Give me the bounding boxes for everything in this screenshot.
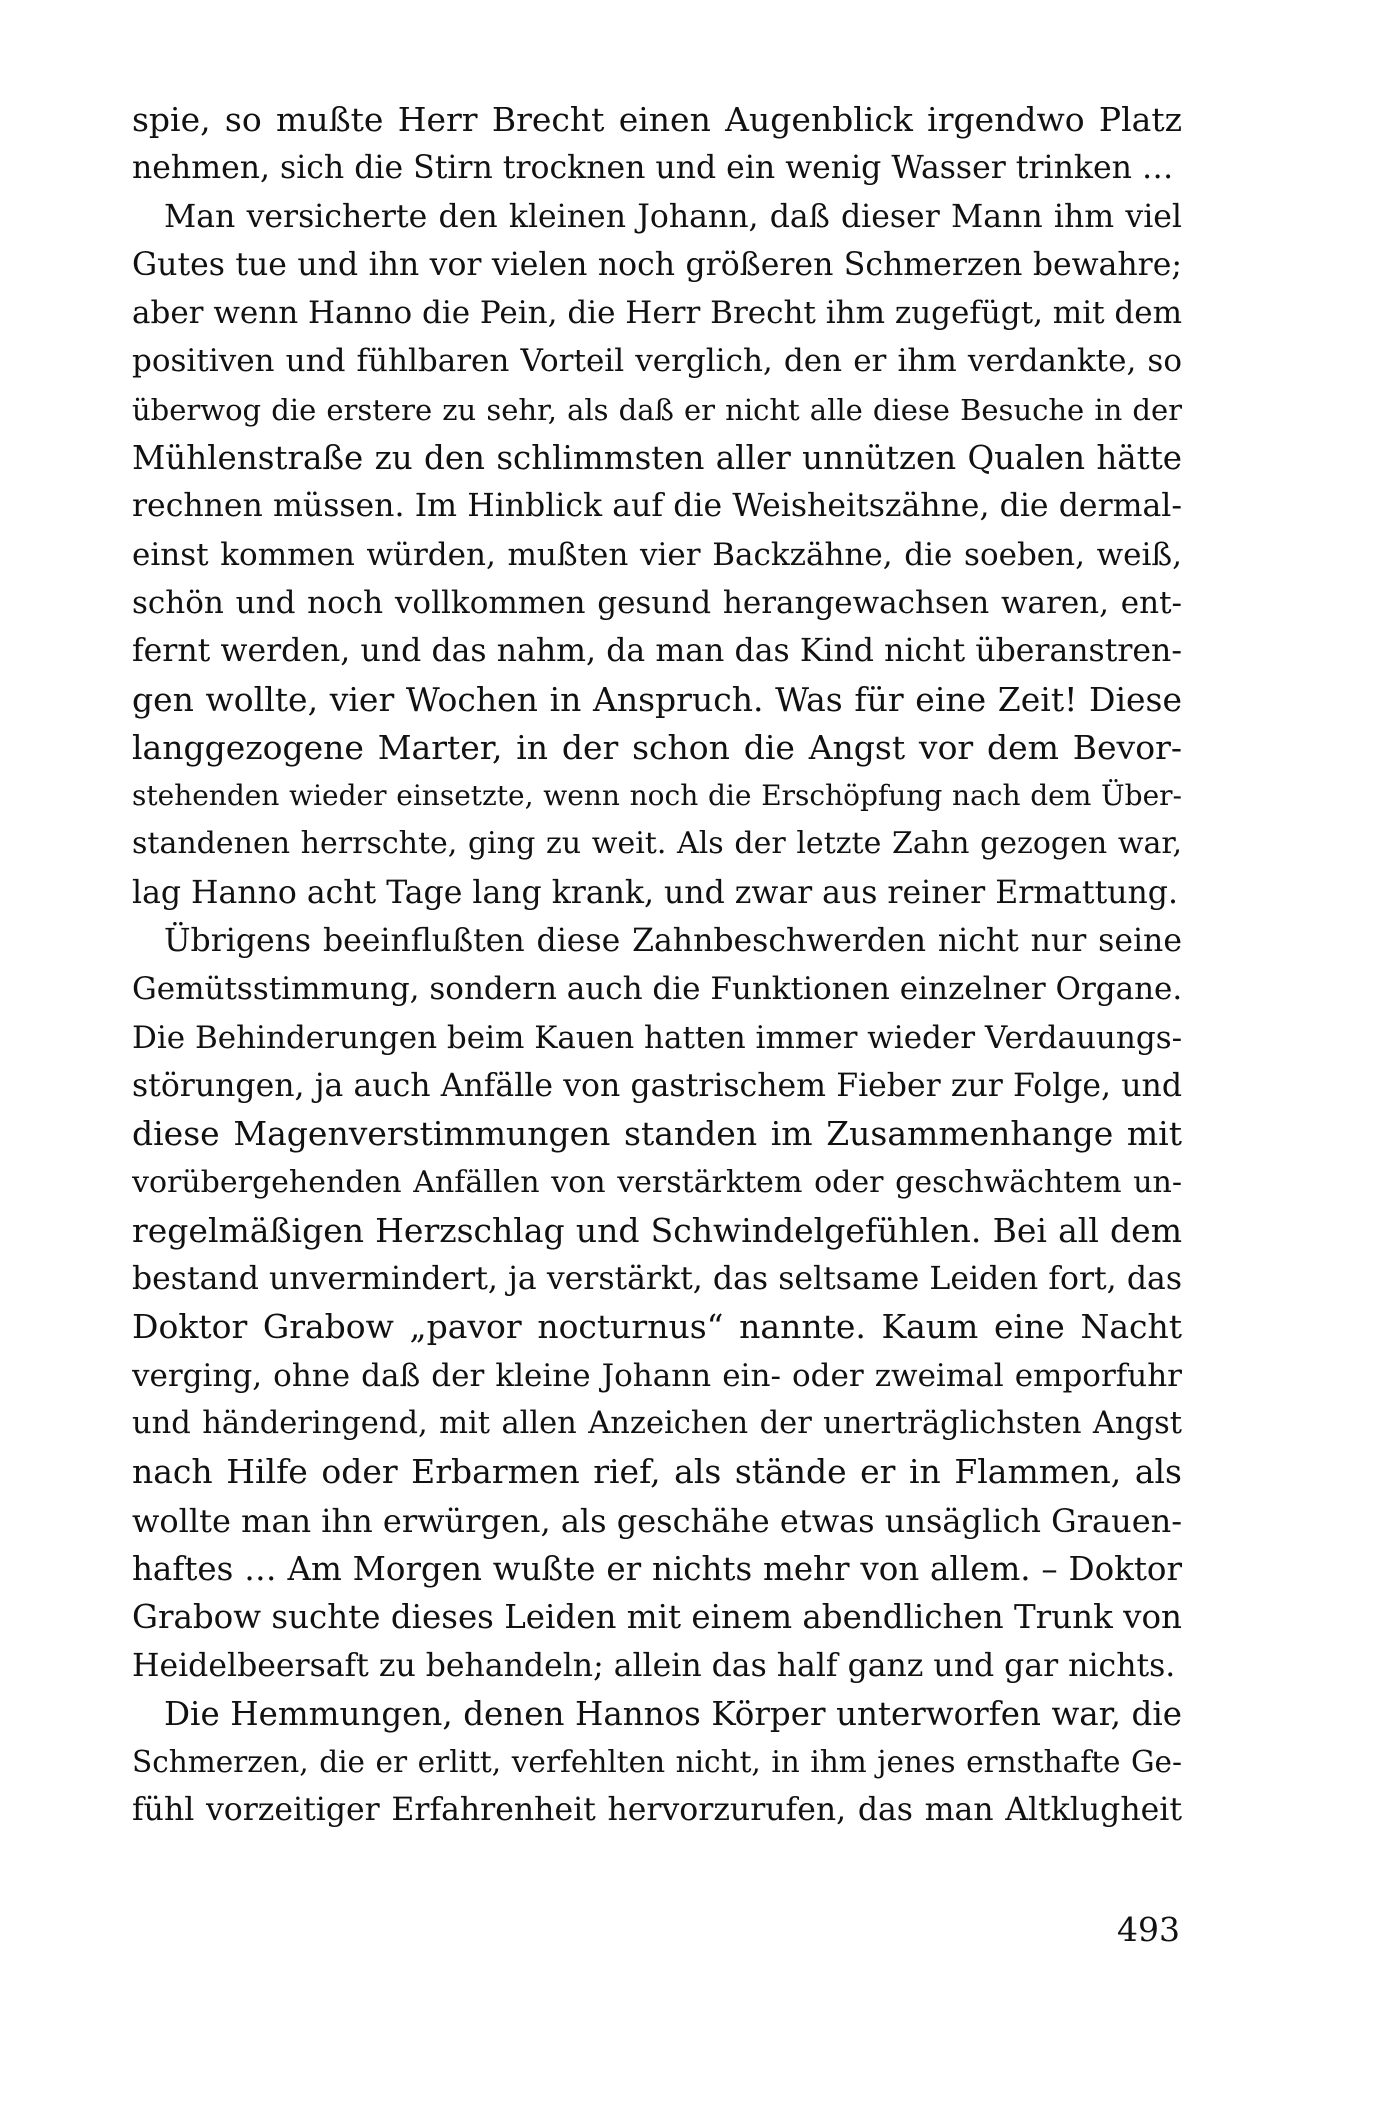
text-line: Die Hemmungen, denen Hannos Körper unterworfen war, die	[164, 1694, 1182, 1733]
text-line: überwog die erstere zu sehr, als daß er nicht alle diese Besuche in der	[132, 392, 1182, 427]
text-line: diese Magenverstimmungen standen im Zusammenhange mit	[132, 1114, 1182, 1154]
text-line: Übrigens beeinflußten diese Zahnbeschwerden nicht nur seine	[164, 923, 1182, 960]
text-line: aber wenn Hanno die Pein, die Herr Brecht ihm zugefügt, mit dem	[132, 295, 1182, 332]
text-line: regelmäßigen Herzschlag und Schwindelgefühlen. Bei all dem	[132, 1210, 1182, 1250]
text-line: und händeringend, mit allen Anzeichen der unerträglichsten Angst	[132, 1406, 1182, 1442]
paragraph	[132, 193, 1182, 917]
text-line: lag Hanno acht Tage lang krank, und zwar aus reiner Ermattung.	[132, 874, 1178, 911]
text-line: Heidelbeersaft zu behandeln; allein das half ganz und gar nichts.	[132, 1647, 1176, 1684]
text-line: Schmerzen, die er erlitt, verfehlten nicht, in ihm jenes ernsthafte Ge-	[132, 1745, 1182, 1780]
text-line: nehmen, sich die Stirn trocknen und ein wenig Wasser trinken …	[132, 150, 1174, 187]
text-line: rechnen müssen. Im Hinblick auf die Weisheitszähne, die dermal-	[132, 488, 1182, 525]
text-line: langgezogene Marter, in der schon die Angst vor dem Bevor-	[132, 727, 1182, 767]
text-line: nach Hilfe oder Erbarmen rief, als stände er in Flammen, als	[132, 1452, 1182, 1492]
text-line: schön und noch vollkommen gesund herangewachsen waren, ent-	[132, 584, 1182, 621]
text-line: Grabow suchte dieses Leiden mit einem abendlichen Trunk von	[132, 1598, 1182, 1637]
text-line: vorübergehenden Anfällen von verstärktem oder geschwächtem un-	[132, 1164, 1182, 1200]
text-line: Mühlenstraße zu den schlimmsten aller unnützen Qualen hätte	[132, 439, 1182, 478]
text-line: gen wollte, vier Wochen in Anspruch. Was für eine Zeit! Diese	[132, 679, 1182, 719]
text-line: Man versicherte den kleinen Johann, daß dieser Mann ihm viel	[164, 198, 1182, 235]
text-line: bestand unvermindert, ja verstärkt, das seltsame Leiden fort, das	[132, 1261, 1182, 1298]
text-line: wollte man ihn erwürgen, als geschähe etwas unsäglich Grauen-	[132, 1501, 1182, 1540]
text-line: standenen herrschte, ging zu weit. Als der letzte Zahn gezogen war,	[132, 826, 1182, 862]
text-line: fernt werden, und das nahm, da man das Kind nicht überanstren-	[132, 633, 1182, 670]
text-line: störungen, ja auch Anfälle von gastrischem Fieber zur Folge, und	[132, 1067, 1182, 1104]
text-line: fühl vorzeitiger Erfahrenheit hervorzurufen, das man Altklugheit	[132, 1792, 1182, 1829]
paragraph	[132, 1690, 1182, 1835]
paragraph	[132, 96, 1182, 193]
text-line: Gutes tue und ihn vor vielen noch größeren Schmerzen bewahre;	[132, 246, 1182, 283]
page-text	[132, 96, 1182, 1835]
text-line: stehenden wieder einsetzte, wenn noch die Erschöpfung nach dem Über-	[132, 779, 1182, 813]
text-line: einst kommen würden, mußten vier Backzähne, die soeben, weiß,	[132, 536, 1182, 573]
text-line: spie, so mußte Herr Brecht einen Augenblick irgendwo Platz	[132, 100, 1182, 139]
page-number: 493	[1117, 1910, 1180, 1949]
text-line: haftes … Am Morgen wußte er nichts mehr von allem. – Doktor	[132, 1549, 1182, 1588]
text-line: Doktor Grabow „pavor nocturnus“ nannte. Kaum eine Nacht	[132, 1307, 1182, 1347]
text-line: Gemütsstimmung, sondern auch die Funktionen einzelner Organe.	[132, 971, 1182, 1008]
text-line: positiven und fühlbaren Vorteil verglich, den er ihm verdankte, so	[132, 343, 1182, 380]
text-line: Die Behinderungen beim Kauen hatten immer wieder Verdauungs-	[132, 1019, 1182, 1056]
paragraph	[132, 917, 1182, 1690]
text-line: verging, ohne daß der kleine Johann ein- oder zweimal emporfuhr	[132, 1357, 1182, 1394]
